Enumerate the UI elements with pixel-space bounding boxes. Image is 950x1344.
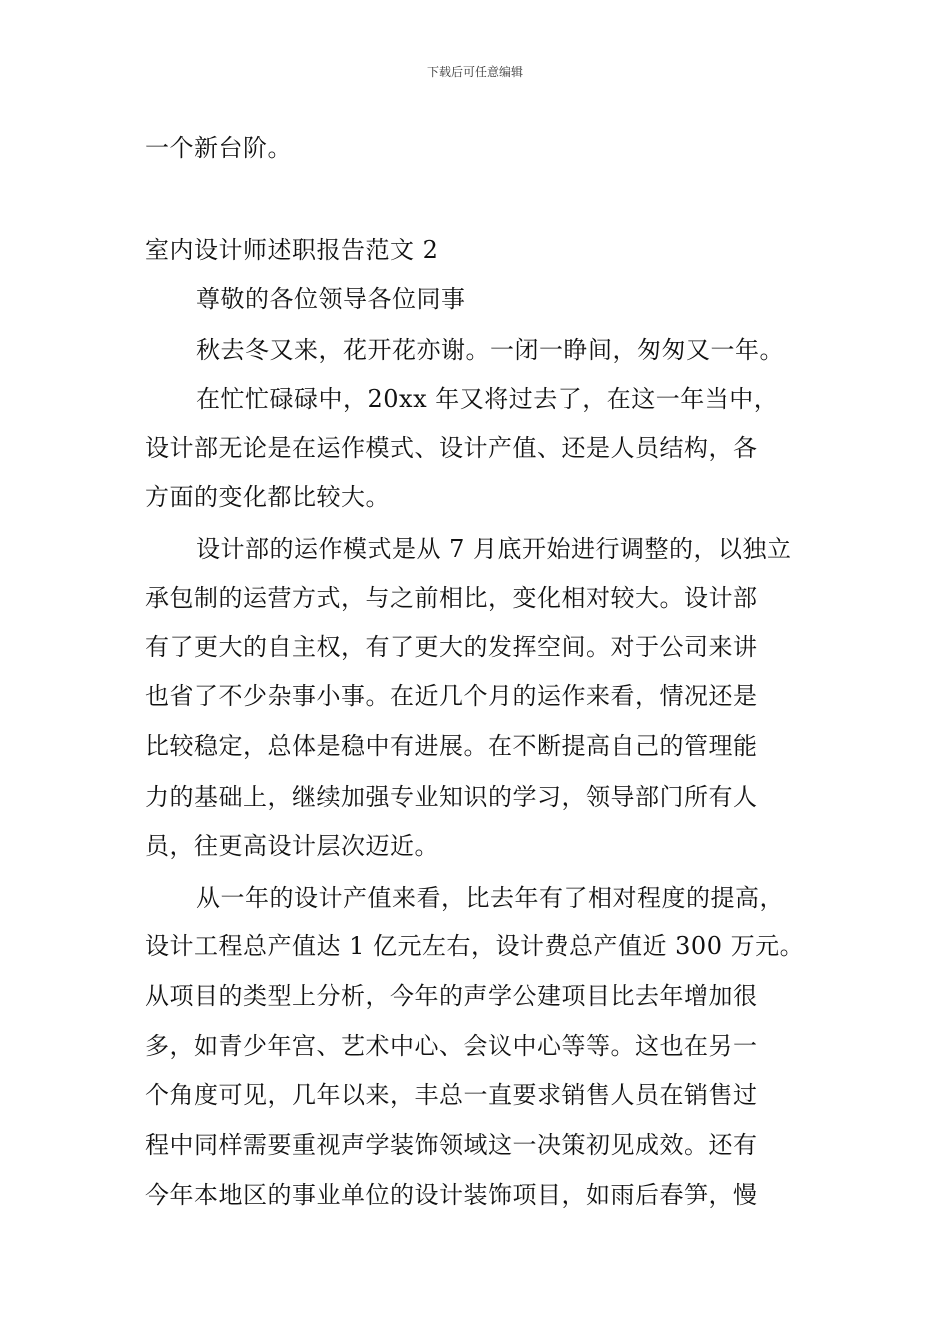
text-line: 在忙忙碌碌中，20xx 年又将过去了，在这一年当中， bbox=[196, 385, 779, 413]
text-line: 设计部无论是在运作模式、设计产值、还是人员结构，各 bbox=[145, 434, 758, 462]
text-line: 方面的变化都比较大。 bbox=[145, 483, 390, 511]
text-line: 程中同样需要重视声学装饰领域这一决策初见成效。还有 bbox=[145, 1131, 758, 1159]
section-title: 室内设计师述职报告范文 2 bbox=[145, 236, 439, 264]
text-line: 多，如青少年宫、艺术中心、会议中心等等。这也在另一 bbox=[145, 1032, 758, 1060]
text-line: 设计工程总产值达 1 亿元左右，设计费总产值近 300 万元。 bbox=[145, 932, 805, 960]
salutation: 尊敬的各位领导各位同事 bbox=[196, 285, 466, 313]
text-line: 员，往更高设计层次迈近。 bbox=[145, 832, 439, 860]
text-line: 秋去冬又来，花开花亦谢。一闭一睁间，匆匆又一年。 bbox=[196, 336, 784, 364]
text-line: 力的基础上，继续加强专业知识的学习，领导部门所有人 bbox=[145, 783, 758, 811]
text-line: 从一年的设计产值来看，比去年有了相对程度的提高， bbox=[196, 884, 784, 912]
page-header: 下载后可任意编辑 bbox=[426, 65, 523, 79]
text-line: 设计部的运作模式是从 7 月底开始进行调整的，以独立 bbox=[196, 535, 792, 563]
text-line: 从项目的类型上分析，今年的声学公建项目比去年增加很 bbox=[145, 982, 758, 1010]
text-line: 一个新台阶。 bbox=[145, 134, 292, 162]
text-line: 个角度可见，几年以来，丰总一直要求销售人员在销售过 bbox=[145, 1081, 758, 1109]
text-line: 比较稳定，总体是稳中有进展。在不断提高自己的管理能 bbox=[145, 732, 758, 760]
text-line: 有了更大的自主权，有了更大的发挥空间。对于公司来讲 bbox=[145, 633, 758, 661]
text-line: 今年本地区的事业单位的设计装饰项目，如雨后春笋，慢 bbox=[145, 1181, 758, 1209]
text-line: 也省了不少杂事小事。在近几个月的运作来看，情况还是 bbox=[145, 682, 758, 710]
text-line: 承包制的运营方式，与之前相比，变化相对较大。设计部 bbox=[145, 584, 758, 612]
